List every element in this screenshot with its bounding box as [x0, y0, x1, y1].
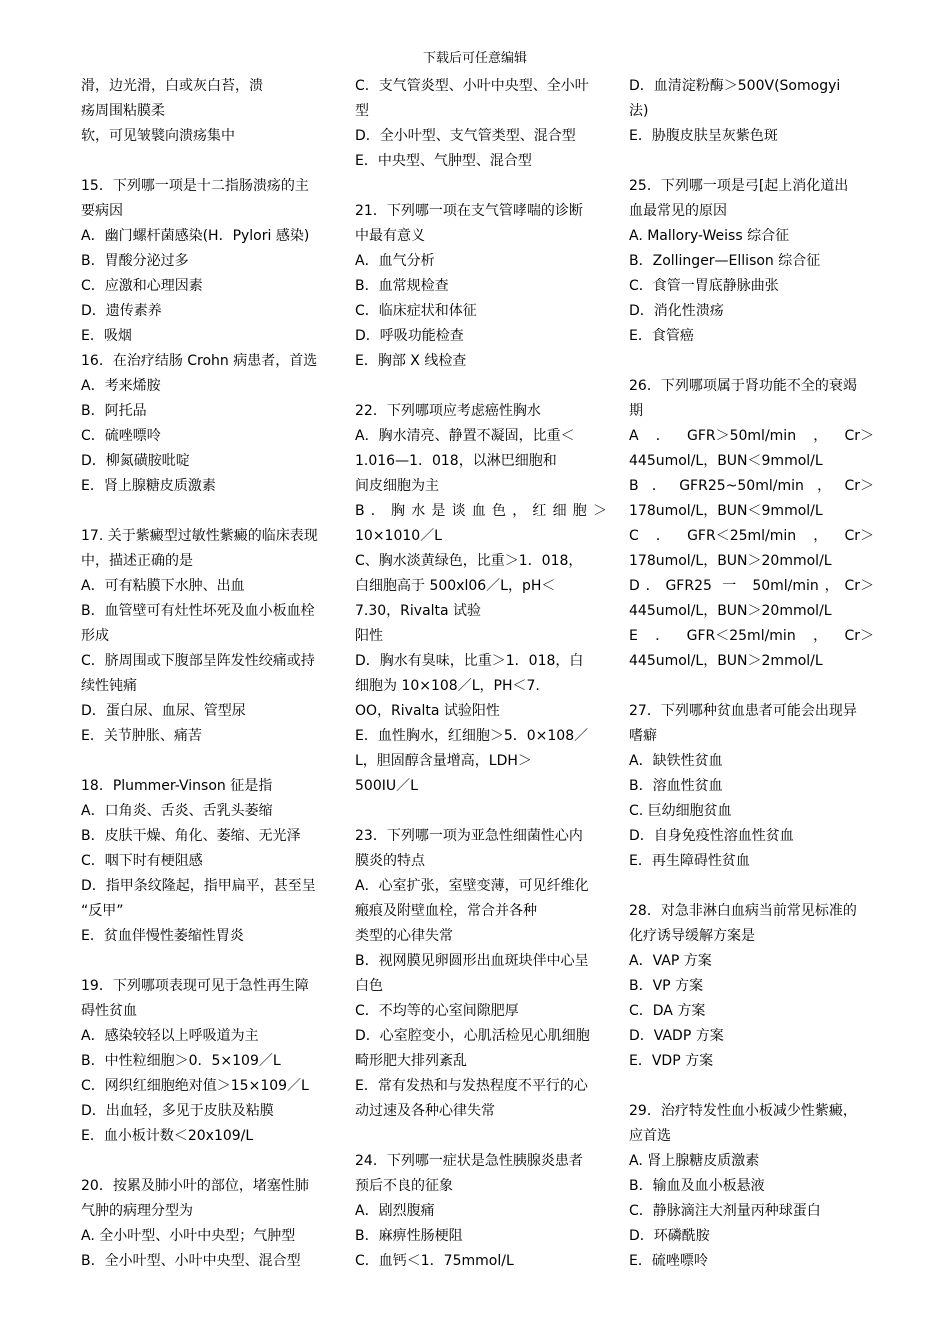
blank-line — [629, 149, 874, 174]
text-line: 500IU／L — [355, 778, 418, 794]
text-line: E．血性胸水，红细胞＞5．0×108／ — [355, 728, 589, 744]
text-line: 类型的心律失常 — [355, 928, 453, 944]
text-line: E．吸烟 — [81, 328, 132, 344]
text-line: B．中性粒细胞＞0．5×109／L — [81, 1053, 281, 1069]
text-line: B．输血及血小板悬液 — [629, 1178, 765, 1194]
text-line: 疡周围粘膜柔 — [81, 103, 165, 119]
text-line: L，胆固醇含量增高，LDH＞ — [355, 753, 532, 769]
text-line: C．血钙＜1．75mmol/L — [355, 1253, 514, 1269]
text-line: 法) — [629, 103, 649, 119]
text-line: 动过速及各种心律失常 — [355, 1103, 495, 1119]
text-line: A．可有粘膜下水肿、出血 — [81, 578, 245, 594]
blank-line — [355, 174, 607, 199]
text-line: 1.016—1．018，以淋巴细胞和 — [355, 453, 557, 469]
text-line: E．VDP 方案 — [629, 1053, 714, 1069]
text-line: A．血气分析 — [355, 253, 435, 269]
page-header: 下载后可任意编辑 — [422, 51, 527, 66]
text-line: 阳性 — [355, 628, 383, 644]
text-line: C．临床症状和体征 — [355, 303, 477, 319]
text-line: 16．在治疗结肠 Crohn 病患者，首选 — [81, 353, 318, 369]
text-line: 25．下列哪一项是弓[起上消化道出 — [629, 178, 849, 194]
column-middle — [355, 74, 607, 1274]
text-line: E．中央型、气肿型、混合型 — [355, 153, 532, 169]
text-line: B．胃酸分泌过多 — [81, 253, 189, 269]
text-line: A．VAP 方案 — [629, 953, 712, 969]
text-line: 178umol/L，BUN＜9mmol/L — [629, 503, 823, 519]
text-line: D．血清淀粉酶＞500V(Somogyi — [629, 78, 841, 94]
text-line: 10×1010／L — [355, 528, 442, 544]
text-line: 29．治疗特发性血小板减少性紫癜， — [629, 1103, 857, 1119]
text-line: 预后不良的征象 — [355, 1178, 453, 1194]
text-line: 白细胞高于 500xl06／L，pH＜ — [355, 578, 556, 594]
text-line: 178umol/L，BUN＞20mmol/L — [629, 553, 832, 569]
text-line: 气肿的病理分型为 — [81, 1203, 193, 1219]
text-line: C．食管一胃底静脉曲张 — [629, 278, 779, 294]
text-line: 血最常见的原因 — [629, 203, 727, 219]
text-line: 27．下列哪种贫血患者可能会出现异 — [629, 703, 857, 719]
blank-line — [81, 749, 336, 774]
text-line: C．不均等的心室间隙肥厚 — [355, 1003, 519, 1019]
blank-line — [355, 374, 607, 399]
text-line: C．网织红细胞绝对值＞15×109／L — [81, 1078, 309, 1094]
text-line: D．环磷酰胺 — [629, 1228, 710, 1244]
text-line: 24．下列哪一症状是急性胰腺炎患者 — [355, 1153, 583, 1169]
text-line: E．胸部 X 线检查 — [355, 353, 467, 369]
text-line: A．胸水清亮、静置不凝固，比重＜ — [355, 428, 575, 444]
text-line: D．出血轻，多见于皮肤及粘膜 — [81, 1103, 274, 1119]
blank-line — [629, 349, 874, 374]
text-line: 间皮细胞为主 — [355, 478, 439, 494]
text-line: C．咽下时有梗阻感 — [81, 853, 203, 869]
text-line: C．DA 方案 — [629, 1003, 706, 1019]
text-line: A．剧烈腹痛 — [355, 1203, 435, 1219]
text-line: D．胸水有臭味，比重＞1．018，白 — [355, 653, 584, 669]
text-line: “反甲” — [81, 903, 124, 919]
text-line: C. 巨幼细胞贫血 — [629, 803, 732, 819]
text-line: 19．下列哪项表现可见于急性再生障 — [81, 978, 309, 994]
text-line: 滑，边光滑，白或灰白苔，溃 — [81, 78, 263, 94]
text-line: 期 — [629, 403, 643, 419]
text-line: 7.30，Rivalta 试验 — [355, 603, 482, 619]
text-line: E．胁腹皮肤呈灰紫色斑 — [629, 128, 778, 144]
text-line: E．血小板计数＜20x109/L — [81, 1128, 254, 1144]
text-line: E．食管癌 — [629, 328, 694, 344]
blank-line — [81, 499, 336, 524]
text-line: D．VADP 方案 — [629, 1028, 724, 1044]
text-line: D．呼吸功能检查 — [355, 328, 464, 344]
text-line: 化疗诱导缓解方案是 — [629, 928, 755, 944]
text-line: 要病因 — [81, 203, 123, 219]
text-line: D．心室腔变小，心肌活检见心肌细胞 — [355, 1028, 590, 1044]
text-line: 中最有意义 — [355, 228, 425, 244]
text-line: B．GFR25~50ml/min，Cr＞ — [629, 478, 874, 494]
text-line: 白色 — [355, 978, 383, 994]
text-line: A．幽门螺杆菌感染(H．Pylori 感染) — [81, 228, 310, 244]
text-line: 瘢痕及附壁血栓，常合并各种 — [355, 903, 537, 919]
text-line: B．视网膜见卵圆形出血斑块伴中心呈 — [355, 953, 589, 969]
text-line: 型 — [355, 103, 369, 119]
text-line: D．GFR25 一 50ml/min，Cr＞ — [629, 578, 874, 594]
blank-line — [629, 1074, 874, 1099]
blank-line — [629, 674, 874, 699]
blank-line — [81, 149, 336, 174]
text-line: D．柳氮磺胺吡啶 — [81, 453, 190, 469]
text-line: B．VP 方案 — [629, 978, 704, 994]
text-line: A．心室扩张，室壁变薄，可见纤维化 — [355, 878, 589, 894]
text-line: 续性钝痛 — [81, 678, 137, 694]
text-line: B．阿托品 — [81, 403, 147, 419]
text-line: B．皮肤干燥、角化、萎缩、无光泽 — [81, 828, 301, 844]
text-line: 20．按累及肺小叶的部位，堵塞性肺 — [81, 1178, 309, 1194]
text-line: C．GFR＜25ml/min，Cr＞ — [629, 528, 874, 544]
text-line: 应首选 — [629, 1128, 671, 1144]
text-line: E．再生障碍性贫血 — [629, 853, 750, 869]
text-line: E．硫唑嘌呤 — [629, 1253, 708, 1269]
text-line: 22．下列哪项应考虑癌性胸水 — [355, 403, 541, 419]
text-line: 18．Plummer-Vinson 征是指 — [81, 778, 273, 794]
text-line: C．硫唑嘌呤 — [81, 428, 161, 444]
text-line: A．缺铁性贫血 — [629, 753, 723, 769]
text-line: E．关节肿胀、痛苦 — [81, 728, 202, 744]
text-line: 445umol/L，BUN＞2mmol/L — [629, 653, 823, 669]
text-line: C．脐周围或下腹部呈阵发性绞痛或持 — [81, 653, 315, 669]
text-line: E．GFR＜25ml/min，Cr＞ — [629, 628, 874, 644]
text-line: B．全小叶型、小叶中央型、混合型 — [81, 1253, 301, 1269]
text-line: C、胸水淡黄绿色，比重＞1．018， — [355, 553, 583, 569]
blank-line — [355, 799, 607, 824]
text-line: D．全小叶型、支气管类型、混合型 — [355, 128, 576, 144]
text-line: 畸形肥大排列紊乱 — [355, 1053, 467, 1069]
blank-line — [629, 874, 874, 899]
text-line: 28．对急非淋白血病当前常见标准的 — [629, 903, 857, 919]
text-line: C．静脉滴注大剂量丙种球蛋白 — [629, 1203, 821, 1219]
text-line: B．Zollinger—Ellison 综合征 — [629, 253, 821, 269]
text-line: 15．下列哪一项是十二指肠溃疡的主 — [81, 178, 309, 194]
column-right — [629, 74, 874, 1274]
text-line: A．感染较轻以上呼吸道为主 — [81, 1028, 259, 1044]
text-line: 膜炎的特点 — [355, 853, 425, 869]
text-line: B．胸水是谈血色，红细胞＞ — [355, 503, 607, 519]
text-line: D．消化性溃疡 — [629, 303, 724, 319]
text-line: C．应激和心理因素 — [81, 278, 203, 294]
text-line: 445umol/L，BUN＜9mmol/L — [629, 453, 823, 469]
text-line: 形成 — [81, 628, 109, 644]
text-line: D．指甲条纹隆起，指甲扁平，甚至呈 — [81, 878, 316, 894]
text-line: 细胞为 10×108／L，PH＜7. — [355, 678, 540, 694]
text-line: A．考来烯胺 — [81, 378, 161, 394]
blank-line — [355, 1124, 607, 1149]
text-line: A. 肾上腺糖皮质激素 — [629, 1153, 760, 1169]
text-line: E．常有发热和与发热程度不平行的心 — [355, 1078, 588, 1094]
text-line: OO，Rivalta 试验阳性 — [355, 703, 500, 719]
column-left — [81, 74, 336, 1274]
blank-line — [81, 949, 336, 974]
text-line: 软，可见皱襞向溃疡集中 — [81, 128, 235, 144]
text-line: B．血常规检查 — [355, 278, 449, 294]
text-line: A．GFR＞50ml/min，Cr＞ — [629, 428, 874, 444]
text-line: 嗜癖 — [629, 728, 657, 744]
text-line: 445umol/L，BUN＞20mmol/L — [629, 603, 832, 619]
text-line: D．遗传素养 — [81, 303, 162, 319]
text-line: A．口角炎、舌炎、舌乳头萎缩 — [81, 803, 273, 819]
text-line: B．麻痹性肠梗阻 — [355, 1228, 463, 1244]
text-line: E．贫血伴慢性萎缩性胃炎 — [81, 928, 244, 944]
text-line: D．自身免疫性溶血性贫血 — [629, 828, 794, 844]
text-line: 中，描述正确的是 — [81, 553, 193, 569]
text-line: E．肾上腺糖皮质激素 — [81, 478, 216, 494]
text-line: A. 全小叶型、小叶中央型；气肿型 — [81, 1228, 296, 1244]
text-line: C．支气管炎型、小叶中央型、全小叶 — [355, 78, 589, 94]
text-line: B．溶血性贫血 — [629, 778, 723, 794]
text-line: 21．下列哪一项在支气管哮喘的诊断 — [355, 203, 583, 219]
text-line: 26．下列哪项属于肾功能不全的衰竭 — [629, 378, 857, 394]
blank-line — [81, 1149, 336, 1174]
text-line: 17. 关于紫癜型过敏性紫癜的临床表现 — [81, 528, 318, 544]
text-line: 23．下列哪一项为亚急性细菌性心内 — [355, 828, 583, 844]
text-line: D．蛋白尿、血尿、管型尿 — [81, 703, 246, 719]
text-line: A. Mallory-Weiss 综合征 — [629, 228, 790, 244]
text-line: 碍性贫血 — [81, 1003, 137, 1019]
text-line: B．血管壁可有灶性坏死及血小板血栓 — [81, 603, 315, 619]
